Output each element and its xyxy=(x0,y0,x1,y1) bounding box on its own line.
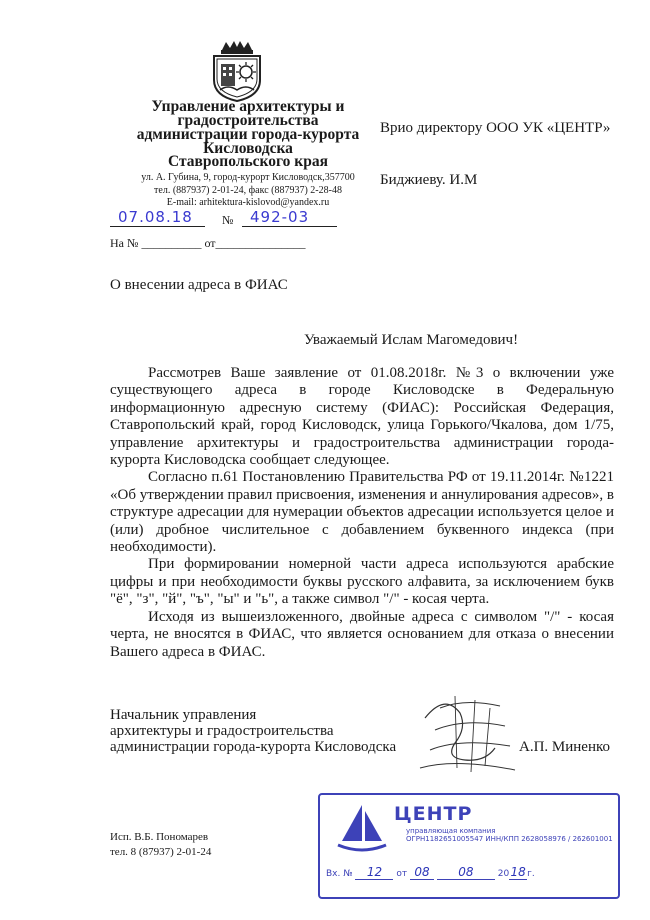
incoming-number: 12 xyxy=(355,865,393,880)
organization-region: Ставропольского края xyxy=(168,153,328,170)
signatory-title-line-2: архитектуры и градостроительства xyxy=(110,723,334,739)
organization-contacts xyxy=(118,172,378,210)
outgoing-number-label: № xyxy=(222,213,234,227)
letter-body xyxy=(110,365,614,661)
incoming-day: 08 xyxy=(410,865,434,880)
org-address: ул. А. Губина, 9, город-курорт Кисловодск,357700 xyxy=(141,172,355,183)
executor-info xyxy=(110,830,211,860)
body-paragraph: При формировании номерной части адреса используются арабские цифры и при необходимости буквы русского алфавита, за исключением букв "ё", "з", "й", "ъ", "ы" и "ь", а также символ "/" - косая черта. xyxy=(110,556,614,608)
org-phone: тел. (887937) 2-01-24, факс (887937) 2-28-48 xyxy=(154,184,342,196)
stamp-registration-info: ОГРН1182651005547 ИНН/КПП 2628058976 / 262601001 xyxy=(406,835,613,843)
org-line-2: градостроительства xyxy=(177,112,319,129)
body-paragraph: Рассмотрев Ваше заявление от 01.08.2018г. №3 о включении уже существующего адреса в городе Кисловодске в Федеральную информационную адресную систему (ФИАС): Российская Федерация, Ставропольский край, город Кисловодск, улица Горького/Чкалова, дом 1/75, управление архитектуры и градостроительства администрации города-курорта Кисловодска сообщает следующее. xyxy=(110,365,614,469)
outgoing-date: 07.08.18 xyxy=(118,208,193,226)
outgoing-number: 492-03 xyxy=(250,208,310,226)
incoming-month: 08 xyxy=(437,865,495,880)
coat-of-arms-icon xyxy=(208,40,266,102)
signatory-title-line-1: Начальник управления xyxy=(110,707,257,723)
executor-phone: тел. 8 (87937) 2-01-24 xyxy=(110,846,212,858)
stamp-company-name: ЦЕНТР xyxy=(394,803,473,825)
org-line-1: Управление архитектуры и xyxy=(151,98,345,115)
signatory-name: А.П. Миненко xyxy=(519,739,611,755)
organization-name xyxy=(118,100,378,156)
executor-name: Исп. В.Б. Пономарев xyxy=(110,831,209,843)
incoming-year: 18 xyxy=(510,865,526,879)
body-paragraph: Согласно п.61 Постановлению Правительства РФ от 19.11.2014г. №1221 «Об утверждении правил присвоения, изменения и аннулирования адресов», в структуре адресации для нумерации объектов адресации используется целое и (или) дробное числительное с добавлением буквенного индекса (при необходимости). xyxy=(110,469,614,556)
incoming-number-label: Вх. № xyxy=(326,869,353,879)
incoming-stamp xyxy=(318,793,620,899)
letter-subject: О внесении адреса в ФИАС xyxy=(110,277,288,293)
signatory-title-line-3: администрации города-курорта Кисловодска xyxy=(110,739,397,755)
body-paragraph: Исходя из вышеизложенного, двойные адреса с символом "/" - косая черта, не вносятся в ФИАС, что является основанием для отказа о внесении Вашего адреса в ФИАС. xyxy=(110,608,614,660)
recipient-name: Биджиеву. И.М xyxy=(380,172,478,188)
org-line-3: администрации города-курорта xyxy=(136,126,360,143)
stamp-tagline: управляющая компания xyxy=(406,827,496,835)
reference-line: На № __________ от_______________ xyxy=(110,236,306,250)
incoming-year-prefix: 20 xyxy=(497,869,510,879)
org-email: E-mail: arhitektura-kislovod@yandex.ru xyxy=(166,197,330,208)
outgoing-registration xyxy=(110,208,340,230)
handwritten-signature xyxy=(405,688,525,778)
stamp-incoming-line xyxy=(326,865,610,880)
org-line-4: Кисловодска xyxy=(203,140,293,157)
incoming-date-label: от xyxy=(396,869,408,879)
recipient-position: Врио директору ООО УК «ЦЕНТР» xyxy=(380,120,611,136)
incoming-year-suffix: г. xyxy=(527,869,535,879)
sailboat-logo-icon xyxy=(336,801,388,861)
signatory-title xyxy=(110,707,396,755)
date-underline xyxy=(110,226,205,227)
number-underline xyxy=(242,226,337,227)
salutation: Уважаемый Ислам Магомедович! xyxy=(304,332,519,348)
